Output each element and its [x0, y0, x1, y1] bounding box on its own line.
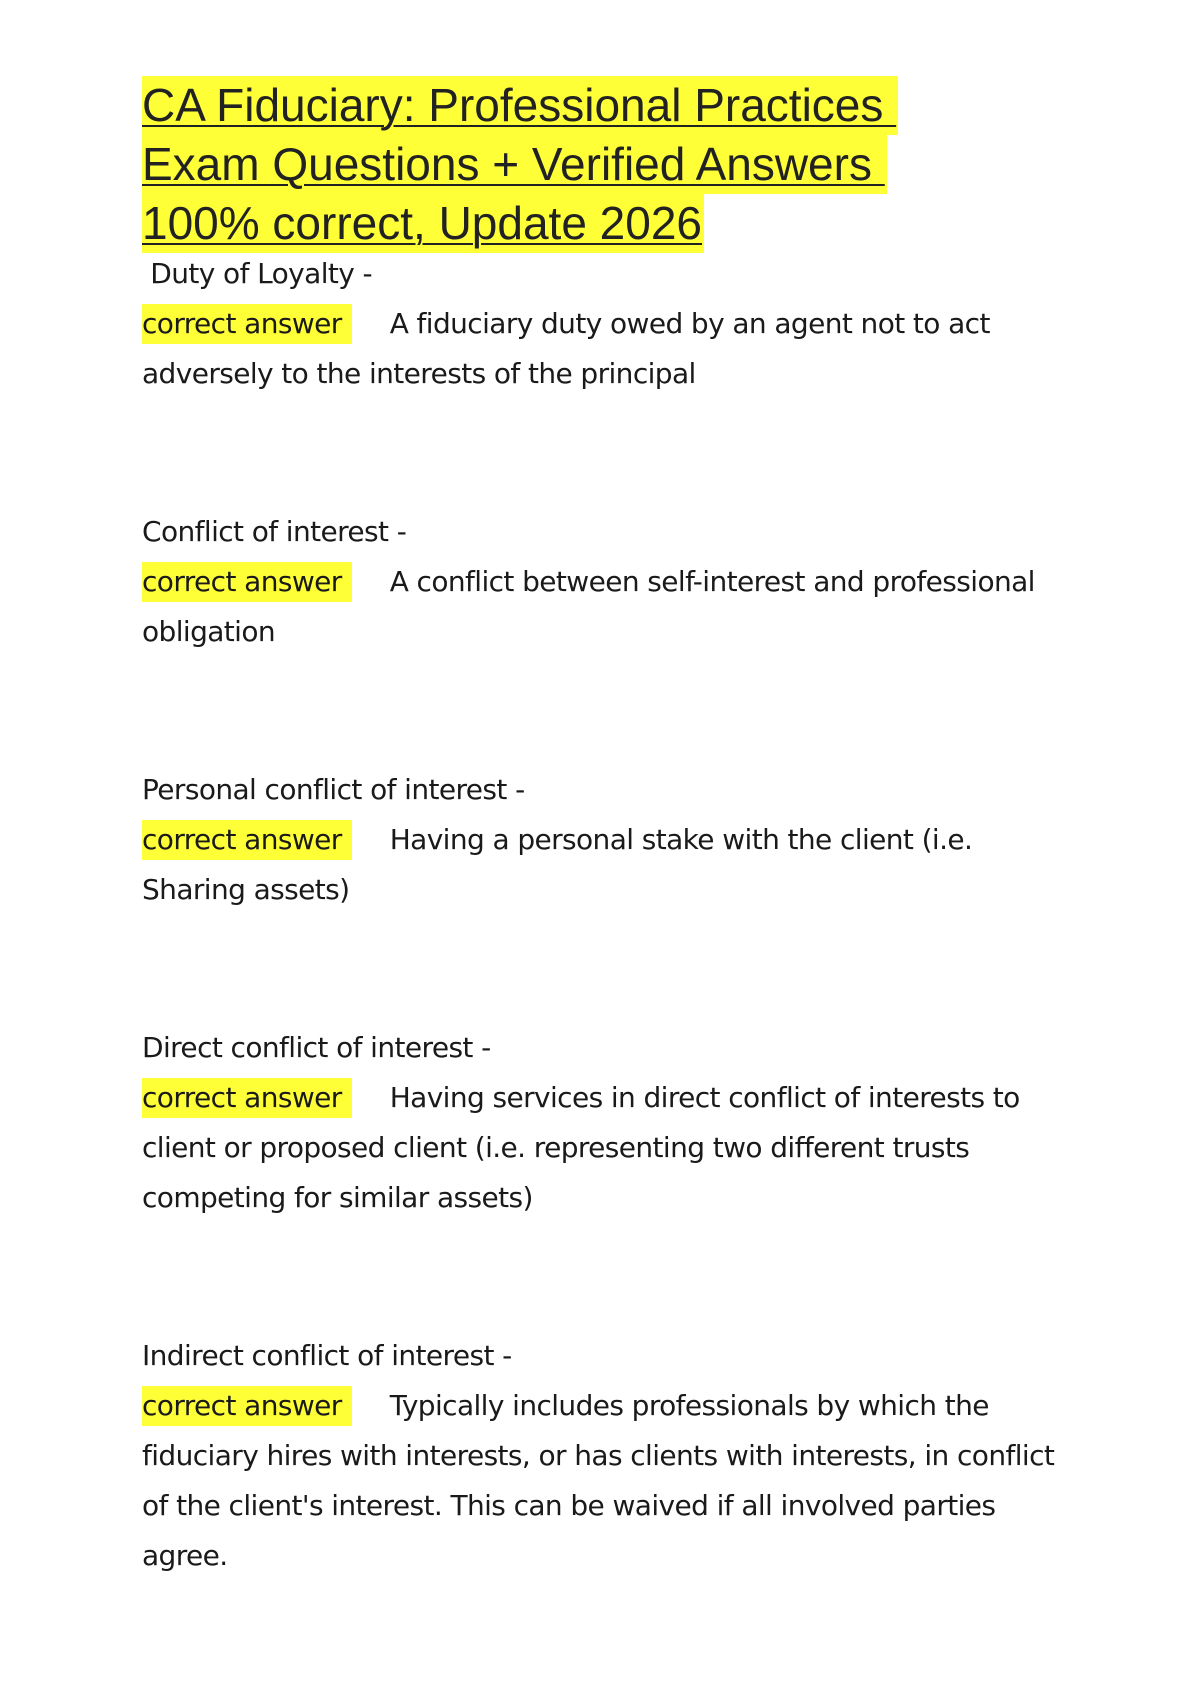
definition: Typically includes professionals by which the fiduciary hires with interests, or has clients with interests, in conflict of the client's interest. This can be waived if all involved parties agree.: [142, 1389, 1055, 1572]
answer-paragraph: [142, 1073, 1082, 1223]
spacer: [142, 399, 1082, 507]
title-line: CA Fiduciary: Professional Practices: [142, 76, 898, 135]
flashcard: [142, 765, 1082, 915]
correct-answer-label: correct answer: [142, 820, 352, 860]
spacer: [142, 657, 1082, 765]
flashcard: [142, 1331, 1082, 1581]
flashcard: [142, 507, 1082, 657]
term: Indirect conflict of interest -: [142, 1339, 512, 1372]
term: Personal conflict of interest -: [142, 773, 525, 806]
flashcard: [142, 1023, 1082, 1223]
flashcard-list: [142, 249, 1082, 1581]
answer-paragraph: [142, 1381, 1082, 1581]
correct-answer-label: correct answer: [142, 304, 352, 344]
definition: A fiduciary duty owed by an agent not to act adversely to the interests of the principal: [142, 307, 990, 390]
term: Conflict of interest -: [142, 515, 407, 548]
term: Duty of Loyalty -: [142, 257, 373, 290]
definition: A conflict between self-interest and professional obligation: [142, 565, 1035, 648]
spacer: [142, 1223, 1082, 1331]
correct-answer-label: correct answer: [142, 562, 352, 602]
correct-answer-label: correct answer: [142, 1386, 352, 1426]
answer-paragraph: [142, 815, 1082, 915]
flashcard: [142, 249, 1082, 399]
correct-answer-label: correct answer: [142, 1078, 352, 1118]
definition: Having services in direct conflict of interests to client or proposed client (i.e. representing two different trusts competing for similar assets): [142, 1081, 1020, 1214]
spacer: [142, 915, 1082, 1023]
definition: Having a personal stake with the client (i.e. Sharing assets): [142, 823, 973, 906]
term: Direct conflict of interest -: [142, 1031, 491, 1064]
title-line: Exam Questions + Verified Answers: [142, 135, 887, 194]
answer-paragraph: [142, 557, 1082, 657]
document-page: [142, 76, 1082, 1581]
title-line: 100% correct, Update 2026: [142, 194, 704, 253]
answer-paragraph: [142, 299, 1082, 399]
document-title: [142, 76, 1082, 253]
